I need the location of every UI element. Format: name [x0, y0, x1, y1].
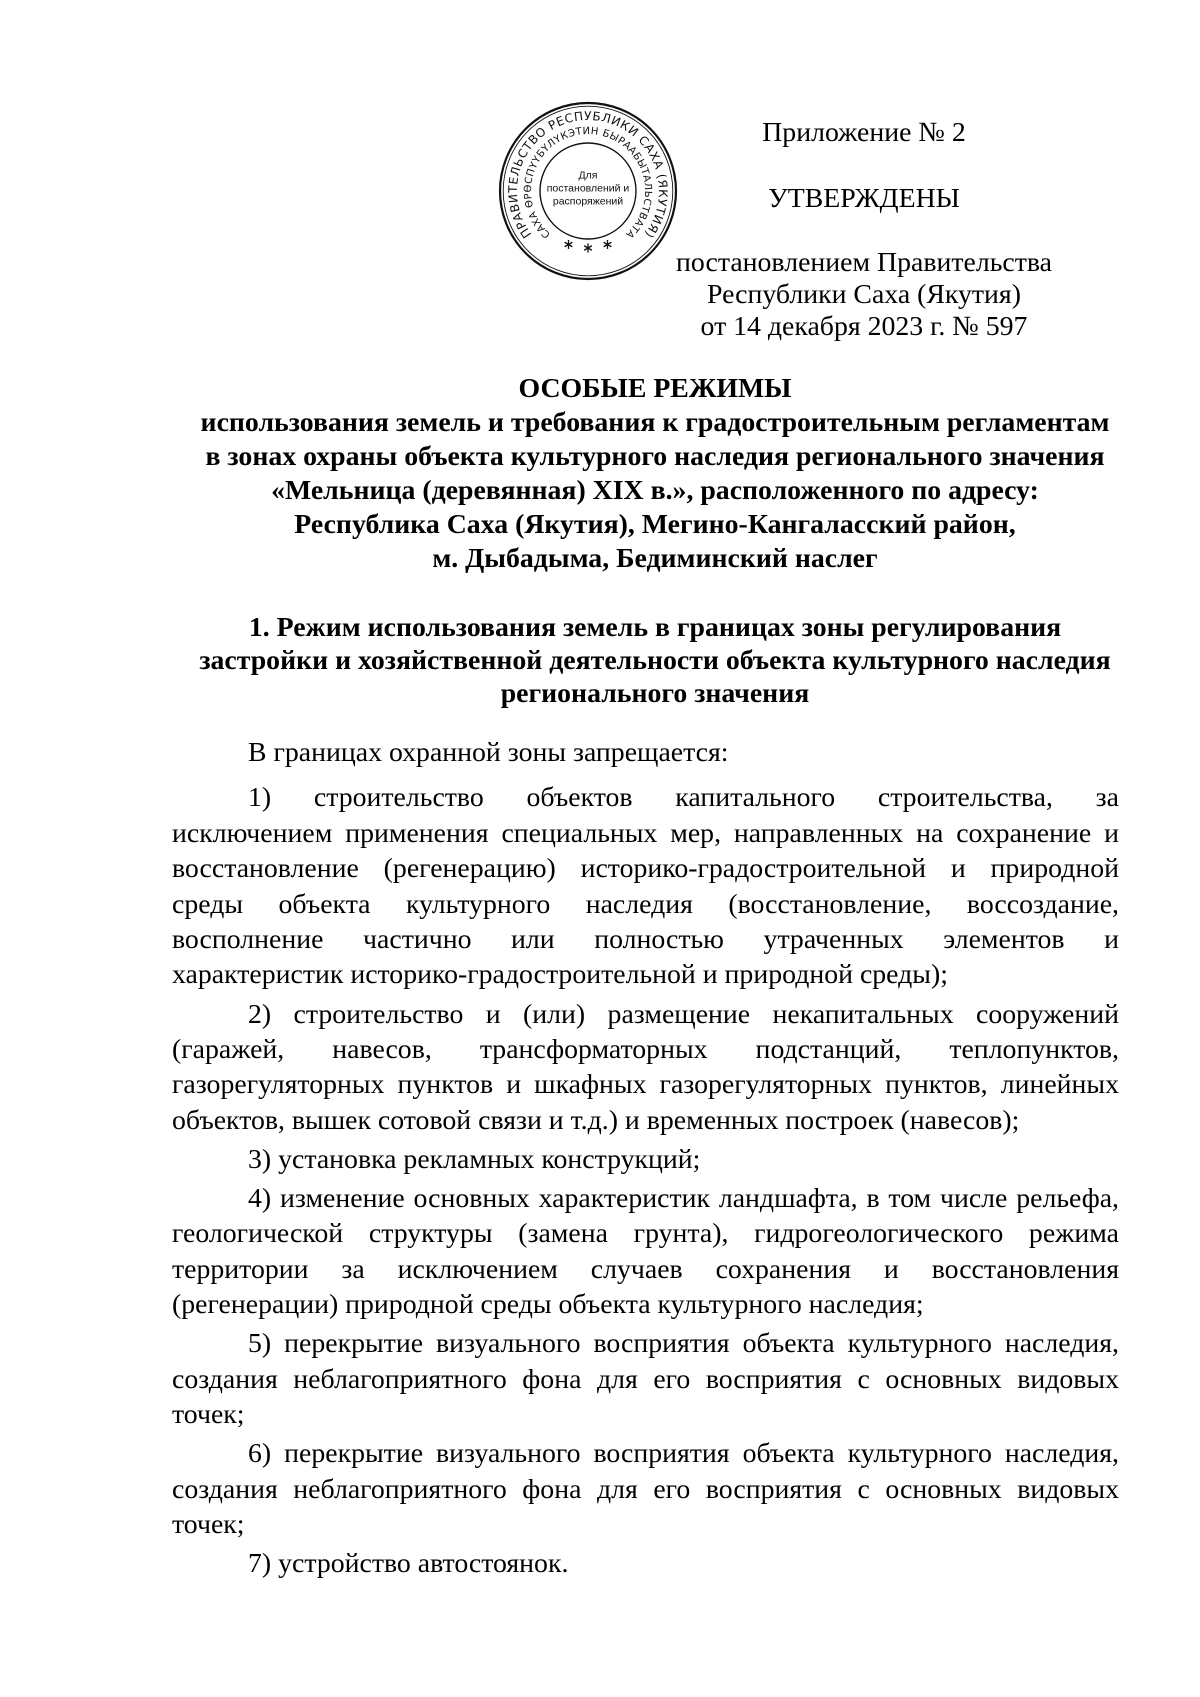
list-item [172, 997, 1119, 1139]
list-item-line: восстановление (регенерацию) историко-градостроительной и природной [172, 853, 1119, 885]
seal-star-icon [565, 240, 573, 249]
list-item-line: точек; [172, 1509, 245, 1541]
list-item [172, 1546, 1119, 1581]
list-item-line: восполнение частично или полностью утраченных элементов и [172, 923, 1119, 955]
list-item-line: 7) устройство автостоянок. [248, 1548, 569, 1580]
list-item [172, 1181, 1119, 1323]
list-item-line: объектов, вышек сотовой связи и т.д.) и временных построек (навесов); [172, 1104, 1020, 1136]
document-body [172, 735, 1119, 1582]
list-item-line: (гаражей, навесов, трансформаторных подстанций, теплопунктов, [172, 1033, 1119, 1065]
title-line: в зонах охраны объекта культурного наследия регионального значения [205, 440, 1105, 472]
list-item-line: 3) установка рекламных конструкций; [248, 1143, 701, 1175]
title-heading: ОСОБЫЕ РЕЖИМЫ [518, 372, 792, 404]
appendix-label: Приложение № 2 [762, 117, 966, 148]
list-item-line: создания неблагоприятного фона для его восприятия с основных видовых [172, 1363, 1119, 1395]
list-item-line: исключением применения специальных мер, направленных на сохранение и [172, 817, 1119, 849]
section-heading-line: 1. Режим использования земель в границах зоны регулирования [248, 612, 1062, 643]
seal-outer-text-path: ПРАВИТЕЛЬСТВО РЕСПУБЛИКИ САХА (ЯКУТИЯ) [505, 108, 671, 241]
seal-star-icon [604, 240, 612, 249]
list-item-line: 6) перекрытие визуального восприятия объекта культурного наследия, [248, 1438, 1119, 1470]
list-item [172, 780, 1119, 992]
title-line: «Мельница (деревянная) XIX в.», расположенного по адресу: [271, 474, 1039, 506]
list-item-line: 1) строительство объектов капитального строительства, за [248, 782, 1119, 814]
list-item-line: 2) строительство и (или) размещение некапитальных сооружений [248, 998, 1119, 1030]
list-item-line: геологической структуры (замена грунта), гидрогеологического режима [172, 1218, 1119, 1250]
title-line: Республика Саха (Якутия), Мегино-Кангаласский район, [294, 508, 1016, 540]
list-item-line: 5) перекрытие визуального восприятия объекта культурного наследия, [248, 1328, 1119, 1360]
list-item-line: характеристик историко-градостроительной и природной среды); [172, 959, 948, 991]
section-heading-line: регионального значения [500, 678, 810, 709]
title-line: использования земель и требования к градостроительным регламентам [200, 406, 1110, 438]
seal-center-text-line: распоряжений [552, 195, 624, 208]
list-item-line: 4) изменение основных характеристик ландшафта, в том числе рельефа, [248, 1183, 1119, 1215]
approval-line: Республики Саха (Якутия) [707, 279, 1021, 311]
list-item-line: (регенерации) природной среды объекта культурного наследия; [172, 1289, 924, 1321]
intro-paragraph: В границах охранной зоны запрещается: [248, 736, 729, 768]
list-item [172, 1436, 1119, 1542]
seal-star-icon [584, 244, 592, 253]
title-line: м. Дыбадыма, Бедиминский наслег [432, 542, 878, 574]
seal-center-text-line: Для [578, 169, 598, 182]
list-item-line: среды объекта культурного наследия (восстановление, воссоздание, [172, 888, 1119, 920]
approved-label: УТВЕРЖДЕНЫ [768, 182, 960, 214]
list-item-line: создания неблагоприятного фона для его восприятия с основных видовых [172, 1473, 1119, 1505]
seal-inner-ring-text-path: САХА ӨРӨСПҮҮБҮЛҮКЭТИН БЫРААБЫТАЛЬСТВАТА [522, 125, 654, 240]
list-item-line: точек; [172, 1399, 245, 1431]
seal-center-text-line: постановлений и [546, 182, 630, 195]
approval-line: постановлением Правительства [676, 246, 1052, 278]
list-item-line: территории за исключением случаев сохранения и восстановления [172, 1253, 1119, 1285]
document-title [140, 372, 1170, 576]
list-item [172, 1326, 1119, 1432]
list-item-line: газорегуляторных пунктов и шкафных газорегуляторных пунктов, линейных [172, 1069, 1119, 1101]
approval-line: от 14 декабря 2023 г. № 597 [700, 311, 1028, 342]
list-item [172, 1142, 1119, 1177]
section-heading-line: застройки и хозяйственной деятельности объекта культурного наследия [199, 645, 1111, 676]
section-heading [140, 611, 1170, 710]
